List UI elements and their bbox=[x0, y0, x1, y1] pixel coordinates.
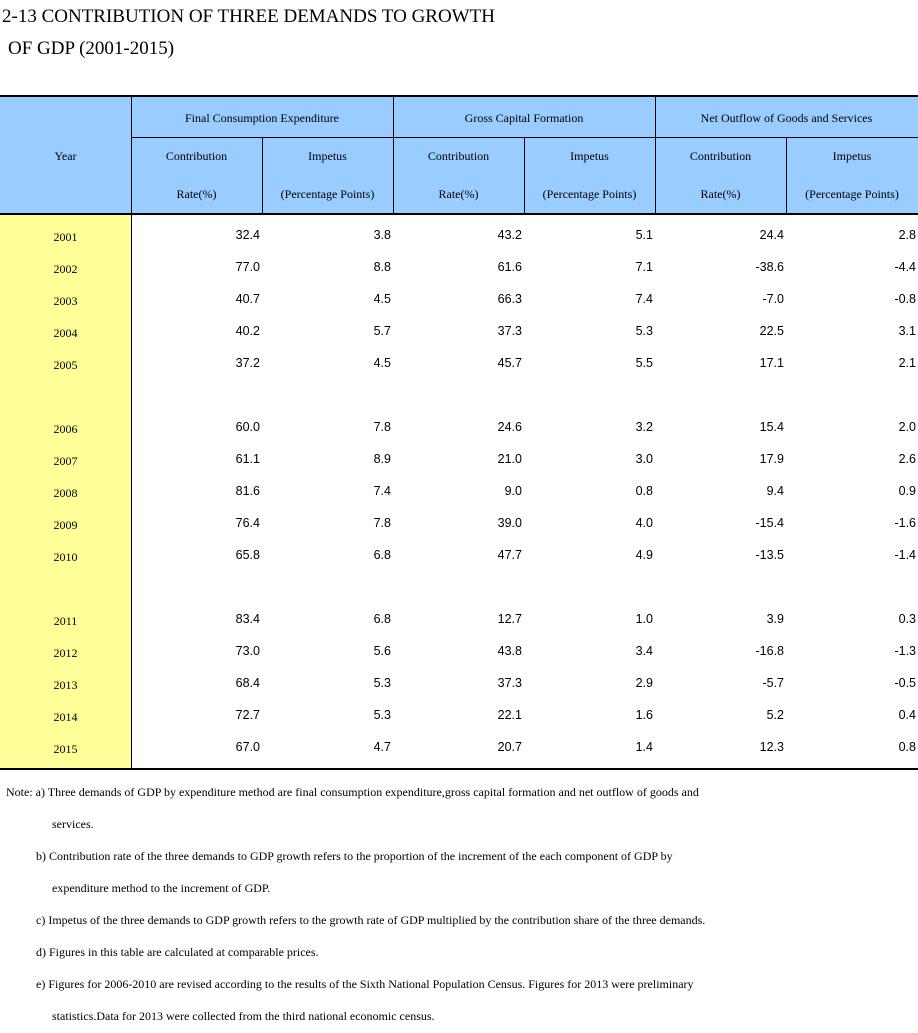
gcf-impetus-cell: 5.5 bbox=[635, 356, 653, 370]
row-year: 2003 bbox=[53, 294, 78, 308]
table-row bbox=[0, 541, 918, 573]
table-row bbox=[0, 509, 918, 541]
gcf-contribution-cell: 43.8 bbox=[497, 644, 522, 658]
table-row bbox=[0, 285, 918, 317]
fce-contribution-cell: 77.0 bbox=[235, 260, 260, 274]
net-impetus-cell: 0.9 bbox=[898, 484, 916, 498]
gcf-impetus-cell: 2.9 bbox=[635, 676, 653, 690]
table-row bbox=[0, 733, 918, 765]
table-row bbox=[0, 637, 918, 669]
gcf-impetus-cell: 3.2 bbox=[635, 420, 653, 434]
gcf-contribution-cell: 37.3 bbox=[497, 676, 522, 690]
header-bottom-rule bbox=[0, 213, 918, 215]
fce-impetus-cell: 4.7 bbox=[373, 740, 391, 754]
fce-impetus-cell: 5.3 bbox=[373, 708, 391, 722]
net-contribution-cell: -16.8 bbox=[755, 644, 784, 658]
gcf-impetus-cell: 1.6 bbox=[635, 708, 653, 722]
header-contribution-unit: Rate(%) bbox=[700, 187, 741, 201]
header-impetus: Impetus bbox=[570, 149, 609, 163]
net-contribution-cell: -5.7 bbox=[762, 676, 784, 690]
net-contribution-cell: 3.9 bbox=[766, 612, 784, 626]
row-year: 2008 bbox=[53, 486, 78, 500]
table-row bbox=[0, 605, 918, 637]
net-contribution-cell: 9.4 bbox=[766, 484, 784, 498]
net-impetus-cell: 0.8 bbox=[898, 740, 916, 754]
table-top-rule bbox=[0, 95, 918, 97]
gcf-contribution-cell: 24.6 bbox=[497, 420, 522, 434]
row-year: 2015 bbox=[53, 742, 78, 756]
net-impetus-cell: 0.3 bbox=[898, 612, 916, 626]
gcf-impetus-cell: 7.4 bbox=[635, 292, 653, 306]
fce-impetus-cell: 5.6 bbox=[373, 644, 391, 658]
gcf-impetus-cell: 5.1 bbox=[635, 228, 653, 242]
fce-impetus-cell: 3.8 bbox=[373, 228, 391, 242]
net-impetus-cell: -1.3 bbox=[894, 644, 916, 658]
row-year: 2002 bbox=[53, 262, 78, 276]
gcf-contribution-cell: 12.7 bbox=[497, 612, 522, 626]
fce-impetus-cell: 7.4 bbox=[373, 484, 391, 498]
row-year: 2011 bbox=[53, 614, 78, 628]
net-impetus-cell: 0.4 bbox=[898, 708, 916, 722]
gcf-contribution-cell: 43.2 bbox=[497, 228, 522, 242]
net-contribution-cell: -7.0 bbox=[762, 292, 784, 306]
gcf-contribution-cell: 66.3 bbox=[497, 292, 522, 306]
gcf-impetus-cell: 3.4 bbox=[635, 644, 653, 658]
header-impetus: Impetus bbox=[308, 149, 347, 163]
row-year: 2009 bbox=[53, 518, 78, 532]
fce-impetus-cell: 8.9 bbox=[373, 452, 391, 466]
fce-impetus-cell: 4.5 bbox=[373, 292, 391, 306]
row-year: 2013 bbox=[53, 678, 78, 692]
net-impetus-cell: -0.8 bbox=[894, 292, 916, 306]
fce-contribution-cell: 32.4 bbox=[235, 228, 260, 242]
row-year: 2004 bbox=[53, 326, 78, 340]
row-year: 2010 bbox=[53, 550, 78, 564]
table-row bbox=[0, 317, 918, 349]
fce-contribution-cell: 40.7 bbox=[235, 292, 260, 306]
header-year: Year bbox=[54, 149, 77, 163]
row-year: 2001 bbox=[53, 230, 78, 244]
gcf-impetus-cell: 4.9 bbox=[635, 548, 653, 562]
fce-contribution-cell: 60.0 bbox=[235, 420, 260, 434]
fce-contribution-cell: 73.0 bbox=[235, 644, 260, 658]
row-year: 2014 bbox=[53, 710, 78, 724]
note-d: d) Figures in this table are calculated at comparable prices. bbox=[36, 945, 319, 959]
note-a-line-1: Note: a) Three demands of GDP by expenditure method are final consumption expenditure,gross capital formation and net outflow of goods and bbox=[6, 785, 699, 799]
header-contribution: Contribution bbox=[689, 149, 752, 163]
note-b-line-2: expenditure method to the increment of GDP. bbox=[52, 881, 271, 895]
net-impetus-cell: 2.6 bbox=[898, 452, 916, 466]
gcf-contribution-cell: 61.6 bbox=[497, 260, 522, 274]
net-contribution-cell: -38.6 bbox=[755, 260, 784, 274]
net-contribution-cell: 5.2 bbox=[766, 708, 784, 722]
header-impetus-unit: (Percentage Points) bbox=[542, 187, 637, 201]
header-impetus-unit: (Percentage Points) bbox=[280, 187, 375, 201]
header-contribution: Contribution bbox=[165, 149, 228, 163]
header-contribution-unit: Rate(%) bbox=[176, 187, 217, 201]
net-contribution-cell: 15.4 bbox=[759, 420, 784, 434]
fce-impetus-cell: 5.3 bbox=[373, 676, 391, 690]
row-year: 2006 bbox=[53, 422, 78, 436]
note-a-line-2: services. bbox=[52, 817, 94, 831]
net-impetus-cell: -1.4 bbox=[894, 548, 916, 562]
gcf-contribution-cell: 21.0 bbox=[497, 452, 522, 466]
gcf-contribution-cell: 9.0 bbox=[504, 484, 522, 498]
fce-impetus-cell: 6.8 bbox=[373, 548, 391, 562]
gcf-impetus-cell: 3.0 bbox=[635, 452, 653, 466]
gcf-contribution-cell: 39.0 bbox=[497, 516, 522, 530]
header-impetus-unit: (Percentage Points) bbox=[805, 187, 899, 201]
header-group-final-consumption: Final Consumption Expenditure bbox=[185, 111, 339, 125]
gcf-impetus-cell: 0.8 bbox=[635, 484, 653, 498]
net-contribution-cell: -15.4 bbox=[755, 516, 784, 530]
fce-contribution-cell: 65.8 bbox=[235, 548, 260, 562]
net-contribution-cell: 12.3 bbox=[759, 740, 784, 754]
note-c: c) Impetus of the three demands to GDP growth refers to the growth rate of GDP multiplied by the contribution share of the three demands. bbox=[36, 913, 706, 927]
gcf-contribution-cell: 45.7 bbox=[497, 356, 522, 370]
table-row bbox=[0, 413, 918, 445]
net-contribution-cell: 24.4 bbox=[759, 228, 784, 242]
fce-contribution-cell: 40.2 bbox=[235, 324, 260, 338]
fce-impetus-cell: 6.8 bbox=[373, 612, 391, 626]
table-bottom-rule bbox=[0, 768, 918, 770]
table-row bbox=[0, 349, 918, 381]
table-title-line-2: OF GDP (2001-2015) bbox=[8, 38, 175, 59]
fce-contribution-cell: 37.2 bbox=[235, 356, 260, 370]
fce-contribution-cell: 61.1 bbox=[235, 452, 260, 466]
fce-contribution-cell: 72.7 bbox=[235, 708, 260, 722]
gcf-contribution-cell: 37.3 bbox=[497, 324, 522, 338]
net-impetus-cell: 3.1 bbox=[898, 324, 916, 338]
table-row bbox=[0, 445, 918, 477]
gcf-impetus-cell: 1.0 bbox=[635, 612, 653, 626]
header-contribution-unit: Rate(%) bbox=[438, 187, 479, 201]
header-contribution: Contribution bbox=[427, 149, 490, 163]
fce-impetus-cell: 5.7 bbox=[373, 324, 391, 338]
note-b-line-1: b) Contribution rate of the three demands to GDP growth refers to the proportion of the increment of the each component of GDP by bbox=[36, 849, 673, 863]
fce-contribution-cell: 76.4 bbox=[235, 516, 260, 530]
header-group-net-outflow: Net Outflow of Goods and Services bbox=[700, 111, 873, 125]
gcf-impetus-cell: 1.4 bbox=[635, 740, 653, 754]
gcf-contribution-cell: 22.1 bbox=[497, 708, 522, 722]
gcf-contribution-cell: 47.7 bbox=[497, 548, 522, 562]
fce-contribution-cell: 67.0 bbox=[235, 740, 260, 754]
table-title-line-1: 2-13 CONTRIBUTION OF THREE DEMANDS TO GROWTH bbox=[2, 6, 495, 27]
note-e-line-2: statistics.Data for 2013 were collected from the third national economic census. bbox=[52, 1009, 435, 1023]
table-row bbox=[0, 221, 918, 253]
net-contribution-cell: 17.1 bbox=[759, 356, 784, 370]
net-contribution-cell: 22.5 bbox=[759, 324, 784, 338]
fce-impetus-cell: 8.8 bbox=[373, 260, 391, 274]
net-impetus-cell: 2.0 bbox=[898, 420, 916, 434]
fce-impetus-cell: 7.8 bbox=[373, 516, 391, 530]
table-row bbox=[0, 701, 918, 733]
fce-impetus-cell: 7.8 bbox=[373, 420, 391, 434]
net-contribution-cell: -13.5 bbox=[755, 548, 784, 562]
net-impetus-cell: -0.5 bbox=[894, 676, 916, 690]
row-year: 2007 bbox=[53, 454, 78, 468]
net-impetus-cell: -4.4 bbox=[894, 260, 916, 274]
table-row bbox=[0, 477, 918, 509]
net-contribution-cell: 17.9 bbox=[759, 452, 784, 466]
fce-impetus-cell: 4.5 bbox=[373, 356, 391, 370]
fce-contribution-cell: 81.6 bbox=[235, 484, 260, 498]
gcf-impetus-cell: 5.3 bbox=[635, 324, 653, 338]
row-year: 2005 bbox=[53, 358, 78, 372]
row-year: 2012 bbox=[53, 646, 78, 660]
net-impetus-cell: 2.8 bbox=[898, 228, 916, 242]
gcf-impetus-cell: 7.1 bbox=[635, 260, 653, 274]
net-impetus-cell: -1.6 bbox=[894, 516, 916, 530]
fce-contribution-cell: 83.4 bbox=[235, 612, 260, 626]
table-row bbox=[0, 253, 918, 285]
note-e-line-1: e) Figures for 2006-2010 are revised according to the results of the Sixth National Population Census. Figures for 2013 were preliminary bbox=[36, 977, 694, 991]
table-row bbox=[0, 669, 918, 701]
header-group-gross-capital: Gross Capital Formation bbox=[464, 111, 584, 125]
fce-contribution-cell: 68.4 bbox=[235, 676, 260, 690]
net-impetus-cell: 2.1 bbox=[898, 356, 916, 370]
gcf-impetus-cell: 4.0 bbox=[635, 516, 653, 530]
gcf-contribution-cell: 20.7 bbox=[497, 740, 522, 754]
header-impetus: Impetus bbox=[832, 149, 872, 163]
